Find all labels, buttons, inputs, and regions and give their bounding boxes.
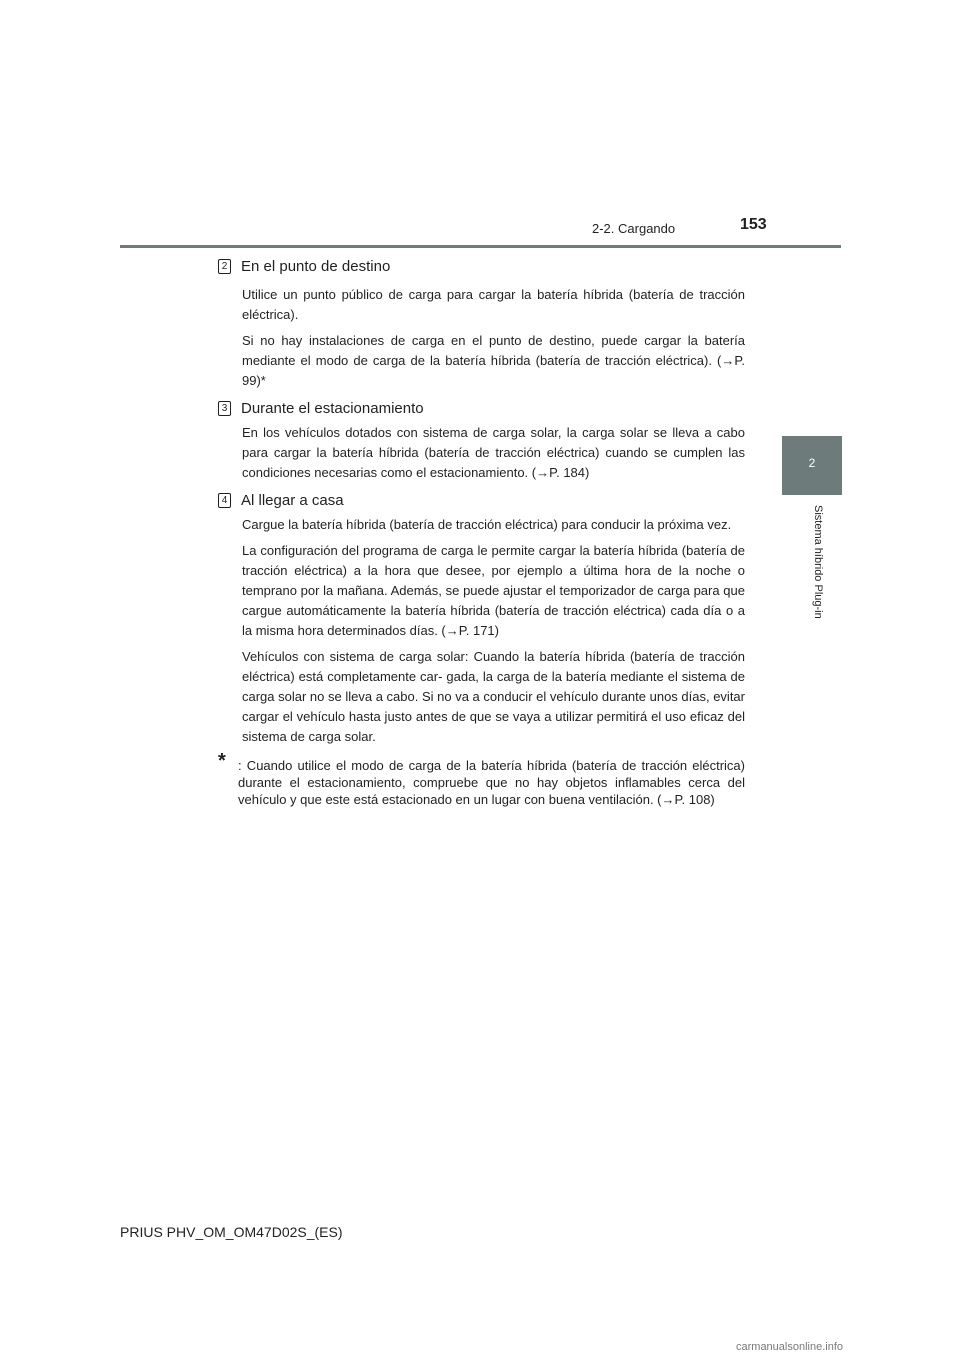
list-item bbox=[218, 487, 745, 751]
footnote-marker: * bbox=[218, 750, 226, 772]
item-number-badge: 4 bbox=[218, 493, 231, 508]
chapter-number: 2 bbox=[808, 456, 816, 470]
footer-doc-id: PRIUS PHV_OM_OM47D02S_(ES) bbox=[120, 1224, 343, 1240]
paragraph: Vehículos con sistema de carga solar: Cuando la batería híbrida (batería de tracción eléctrica) está completamente car- gada, la carga de la batería mediante el sistema de carga solar no se lleva a cabo. Si no va a conducir el vehículo durante unos días, evitar cargar el vehículo hasta justo antes de que se vaya a utilizar permitirá el uso eficaz del sistema de carga solar. bbox=[242, 649, 745, 744]
item-title: Durante el estacionamiento bbox=[241, 399, 424, 417]
header-section-title: 2-2. Cargando bbox=[592, 221, 676, 236]
paragraph: La configuración del programa de carga le permite cargar la batería híbrida (batería de tracción eléctrica) a la hora que desee, por ejemplo a última hora de la noche o temprano por la mañana. Además, se puede ajustar el temporizador de carga para que cargue automáticamente la batería híbrida (batería de tracción eléctrica) cada día o a la misma hora determinados días. (→P. 171) bbox=[242, 543, 745, 638]
list-item bbox=[218, 253, 745, 395]
paragraph: Si no hay instalaciones de carga en el punto de destino, puede cargar la batería mediante el modo de carga de la batería híbrida (batería de tracción eléctrica). (→P. 99)* bbox=[242, 333, 745, 388]
watermark: carmanualsonline.info bbox=[736, 1341, 844, 1353]
item-number-badge: 3 bbox=[218, 401, 231, 416]
item-title: En el punto de destino bbox=[241, 257, 391, 275]
main-content bbox=[218, 253, 745, 808]
footnote-text: : Cuando utilice el modo de carga de la batería híbrida (batería de tracción eléctrica) durante el estacionamiento, compruebe que no hay objetos inflamables cerca del vehículo y que este está estacionado en un lugar con buena ventilación. (→P. 108) bbox=[238, 758, 745, 807]
paragraph: Utilice un punto público de carga para cargar la batería híbrida (batería de tracción eléctrica). bbox=[242, 287, 745, 322]
footnote bbox=[218, 750, 745, 808]
item-title: Al llegar a casa bbox=[241, 491, 344, 509]
page-number: 153 bbox=[740, 216, 767, 233]
paragraph: Cargue la batería híbrida (batería de tracción eléctrica) para conducir la próxima vez. bbox=[242, 517, 732, 532]
paragraph: En los vehículos dotados con sistema de carga solar, la carga solar se lleva a cabo para cargar la batería híbrida (batería de tracción eléctrica) cuando se cumplen las condiciones necesarias como el estacionamiento. (→P. 184) bbox=[242, 425, 745, 480]
item-number-badge: 2 bbox=[218, 259, 231, 274]
chapter-tab bbox=[782, 436, 842, 495]
header-rule bbox=[120, 245, 841, 248]
list-item bbox=[218, 395, 745, 487]
chapter-label: Sistema híbrido Plug-in bbox=[812, 505, 824, 619]
